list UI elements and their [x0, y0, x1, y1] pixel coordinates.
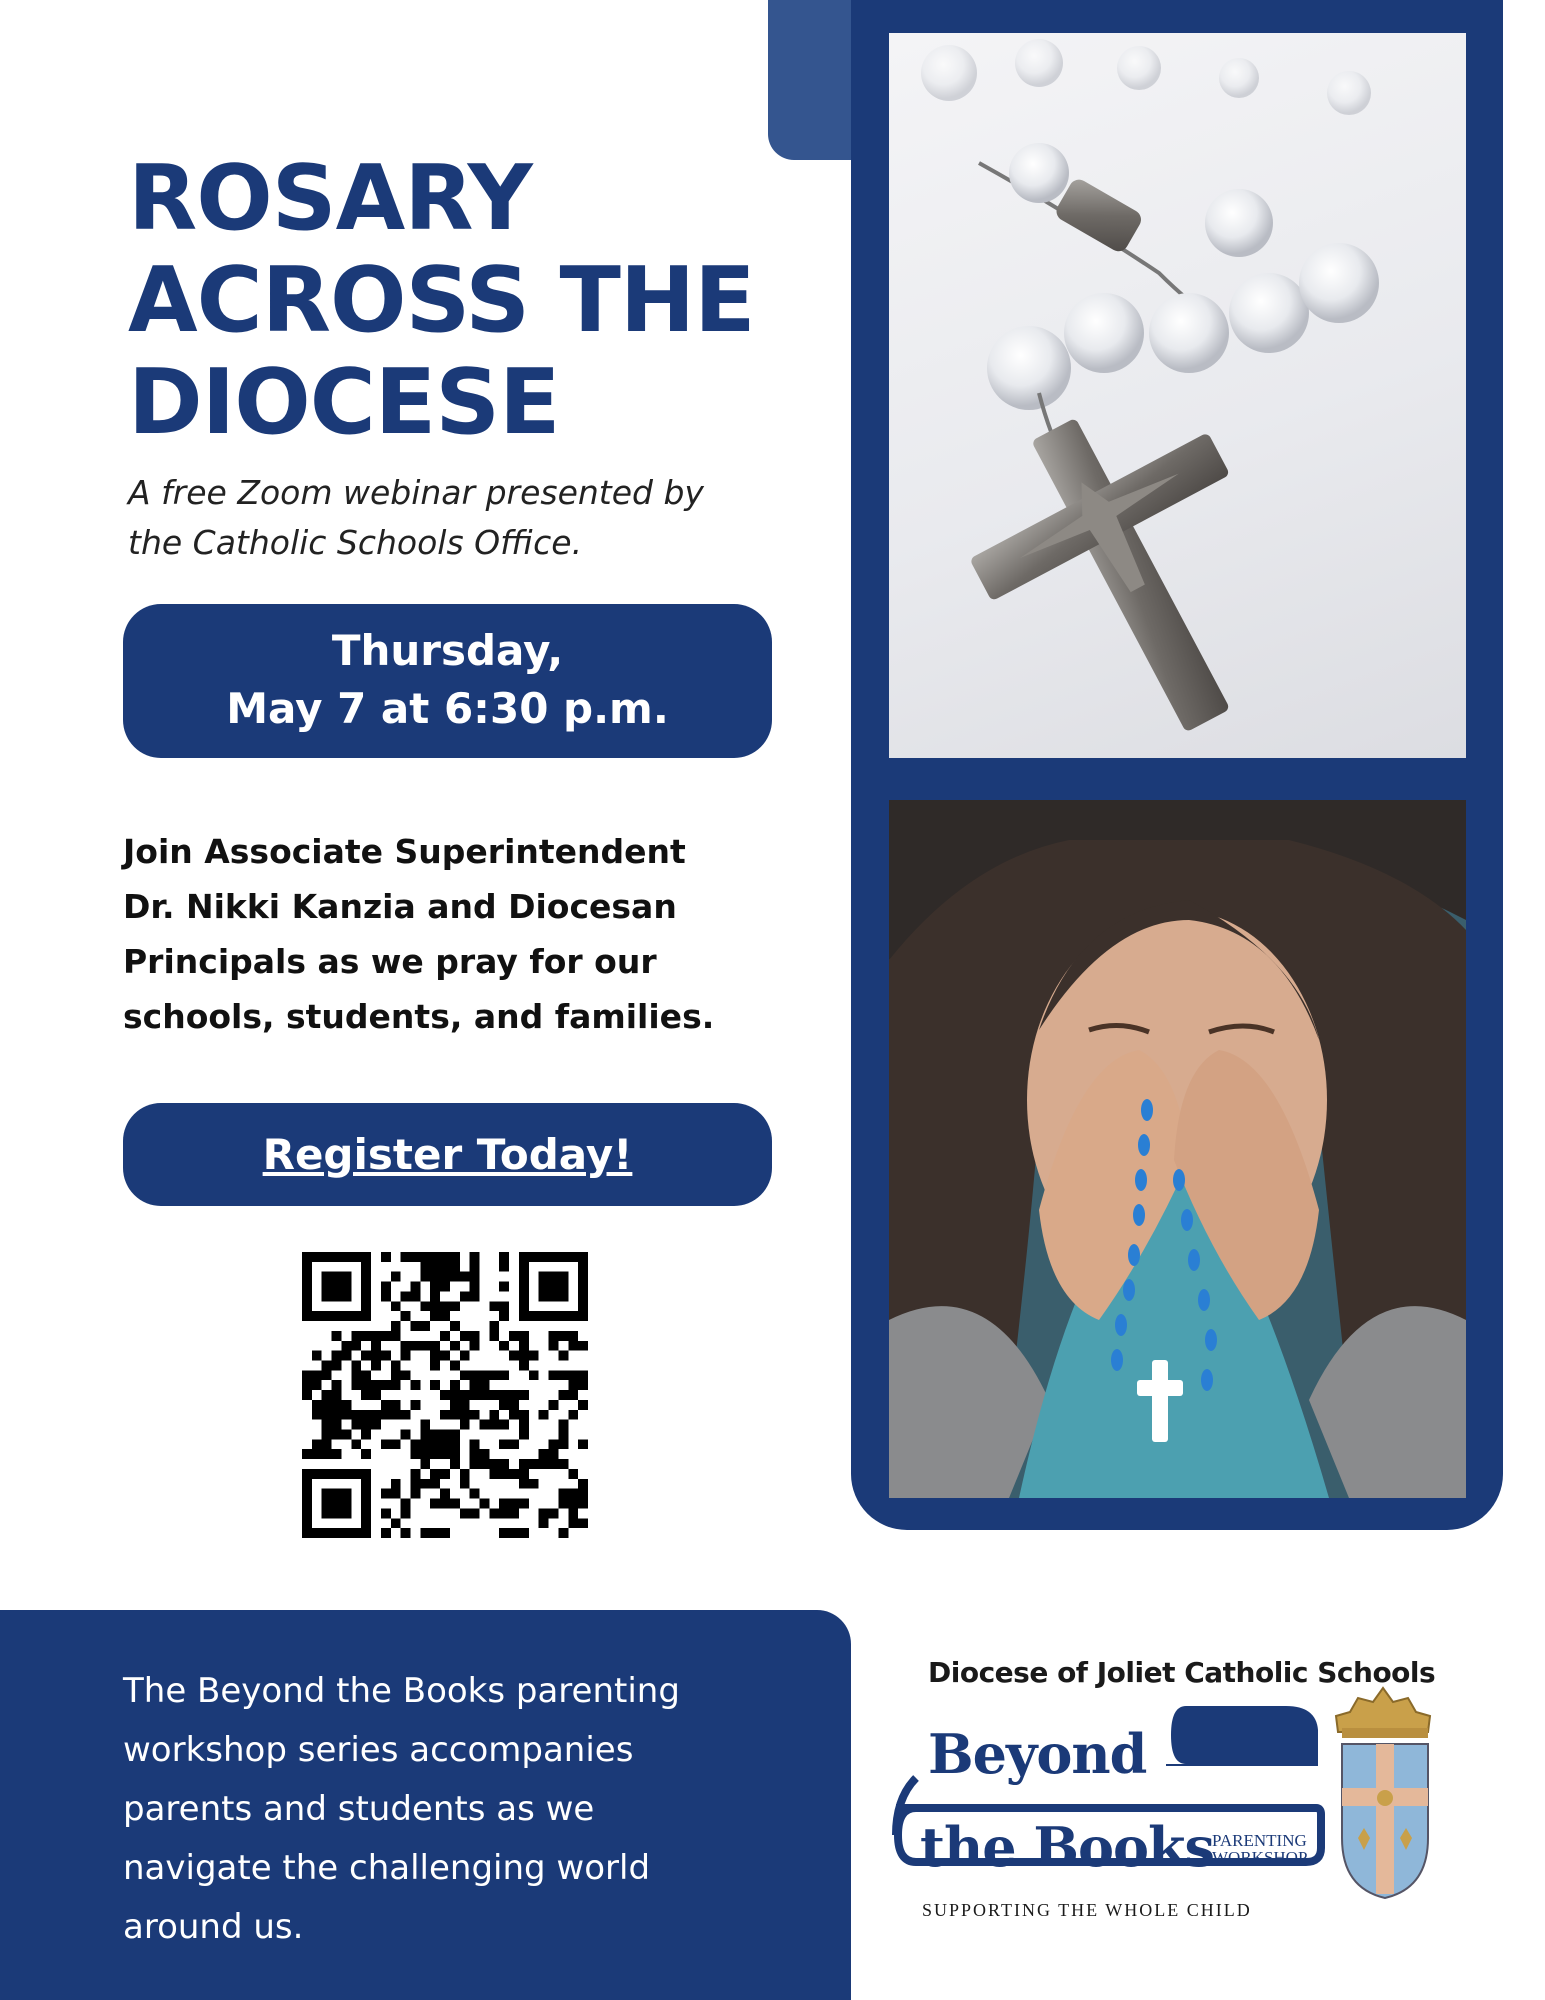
logo-beyond: Beyond	[928, 1722, 1147, 1786]
register-label[interactable]: Register Today!	[262, 1130, 633, 1179]
event-date-time: May 7 at 6:30 p.m.	[226, 684, 669, 733]
page-title	[128, 148, 788, 454]
title-line-1: ROSARY	[128, 146, 532, 251]
series-blurb	[123, 1662, 803, 1957]
register-button[interactable]	[123, 1103, 772, 1206]
logo-tagline: SUPPORTING THE WHOLE CHILD	[922, 1900, 1252, 1920]
description-line-1: Join Associate Superintendent	[123, 832, 686, 871]
event-day: Thursday,	[331, 626, 564, 675]
logo-parenting: PARENTING	[1212, 1831, 1307, 1850]
description-line-3: Principals as we pray for our	[123, 942, 657, 981]
logo-diocese-name: Diocese of Joliet Catholic Schools	[928, 1656, 1436, 1689]
series-line-5: around us.	[123, 1907, 304, 1947]
beyond-the-books-logo	[886, 1648, 1466, 1938]
title-line-2: ACROSS THE	[128, 248, 755, 353]
qr-code-icon[interactable]	[302, 1252, 588, 1538]
description-line-2: Dr. Nikki Kanzia and Diocesan	[123, 887, 677, 926]
subtitle-line-1: A free Zoom webinar presented by	[128, 473, 704, 512]
rosary-crucifix-photo	[889, 33, 1466, 758]
event-date-banner	[123, 604, 772, 758]
subtitle	[128, 468, 768, 568]
subtitle-line-2: the Catholic Schools Office.	[128, 523, 583, 562]
crest-icon	[1336, 1688, 1430, 1898]
series-line-1: The Beyond the Books parenting	[123, 1671, 680, 1711]
girl-praying-photo	[889, 800, 1466, 1498]
logo-workshop: WORKSHOP	[1212, 1848, 1308, 1867]
event-description	[123, 824, 783, 1044]
series-line-3: parents and students as we	[123, 1789, 595, 1829]
series-line-4: navigate the challenging world	[123, 1848, 651, 1888]
series-line-2: workshop series accompanies	[123, 1730, 634, 1770]
logo-parenting-workshop	[1212, 1832, 1307, 1866]
description-line-4: schools, students, and families.	[123, 997, 715, 1036]
title-line-3: DIOCESE	[128, 350, 560, 455]
logo-the-books: the Books	[920, 1815, 1214, 1879]
